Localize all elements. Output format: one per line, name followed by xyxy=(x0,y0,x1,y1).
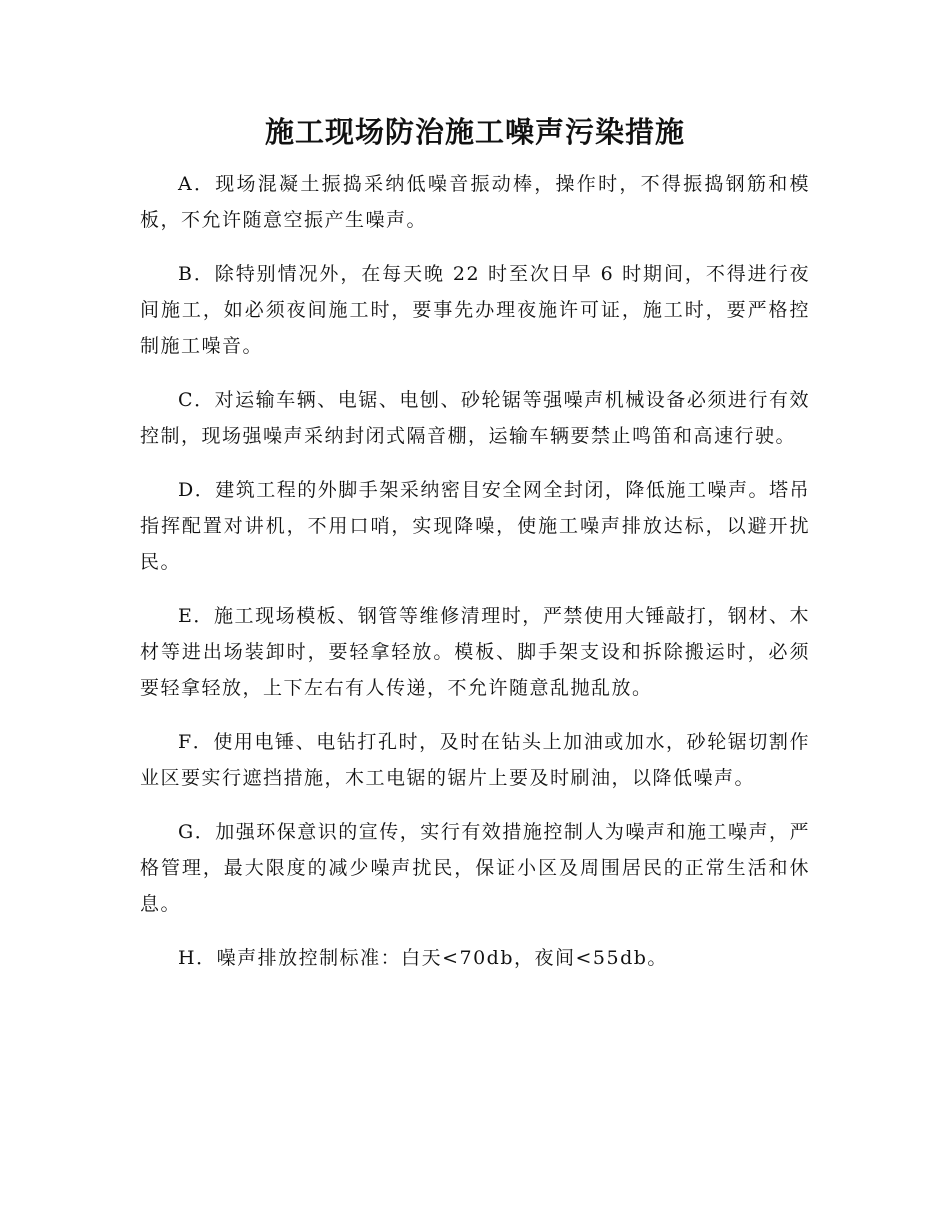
document-title: 施工现场防治施工噪声污染措施 xyxy=(264,115,685,149)
paragraph-h: H．噪声排放控制标准：白天<70db，夜间<55db。 xyxy=(178,947,668,969)
paragraph-a: A．现场混凝土振捣采纳低噪音振动棒，操作时，不得振捣钢筋和模板，不允许随意空振产生噪声。 xyxy=(140,173,810,231)
paragraph-b: B．除特别情况外，在每天晚 22 时至次日早 6 时期间，不得进行夜间施工，如必须夜间施工时，要事先办理夜施许可证，施工时，要严格控制施工噪音。 xyxy=(140,263,810,357)
paragraph-g: G．加强环保意识的宣传，实行有效措施控制人为噪声和施工噪声，严格管理，最大限度的减少噪声扰民，保证小区及周围居民的正常生活和休息。 xyxy=(140,821,810,915)
document-body xyxy=(140,166,810,994)
paragraph-f: F．使用电锤、电钻打孔时，及时在钻头上加油或加水，砂轮锯切割作业区要实行遮挡措施，木工电锯的锯片上要及时刷油，以降低噪声。 xyxy=(140,731,810,789)
paragraph-d: D．建筑工程的外脚手架采纳密目安全网全封闭，降低施工噪声。塔吊指挥配置对讲机，不用口哨，实现降噪，使施工噪声排放达标，以避开扰民。 xyxy=(140,479,810,573)
paragraph-c: C．对运输车辆、电锯、电刨、砂轮锯等强噪声机械设备必须进行有效控制，现场强噪声采纳封闭式隔音棚，运输车辆要禁止鸣笛和高速行驶。 xyxy=(140,389,810,447)
paragraph-e: E．施工现场模板、钢管等维修清理时，严禁使用大锤敲打，钢材、木材等进出场装卸时，要轻拿轻放。模板、脚手架支设和拆除搬运时，必须要轻拿轻放，上下左右有人传递，不允许随意乱抛乱放。 xyxy=(140,605,810,699)
